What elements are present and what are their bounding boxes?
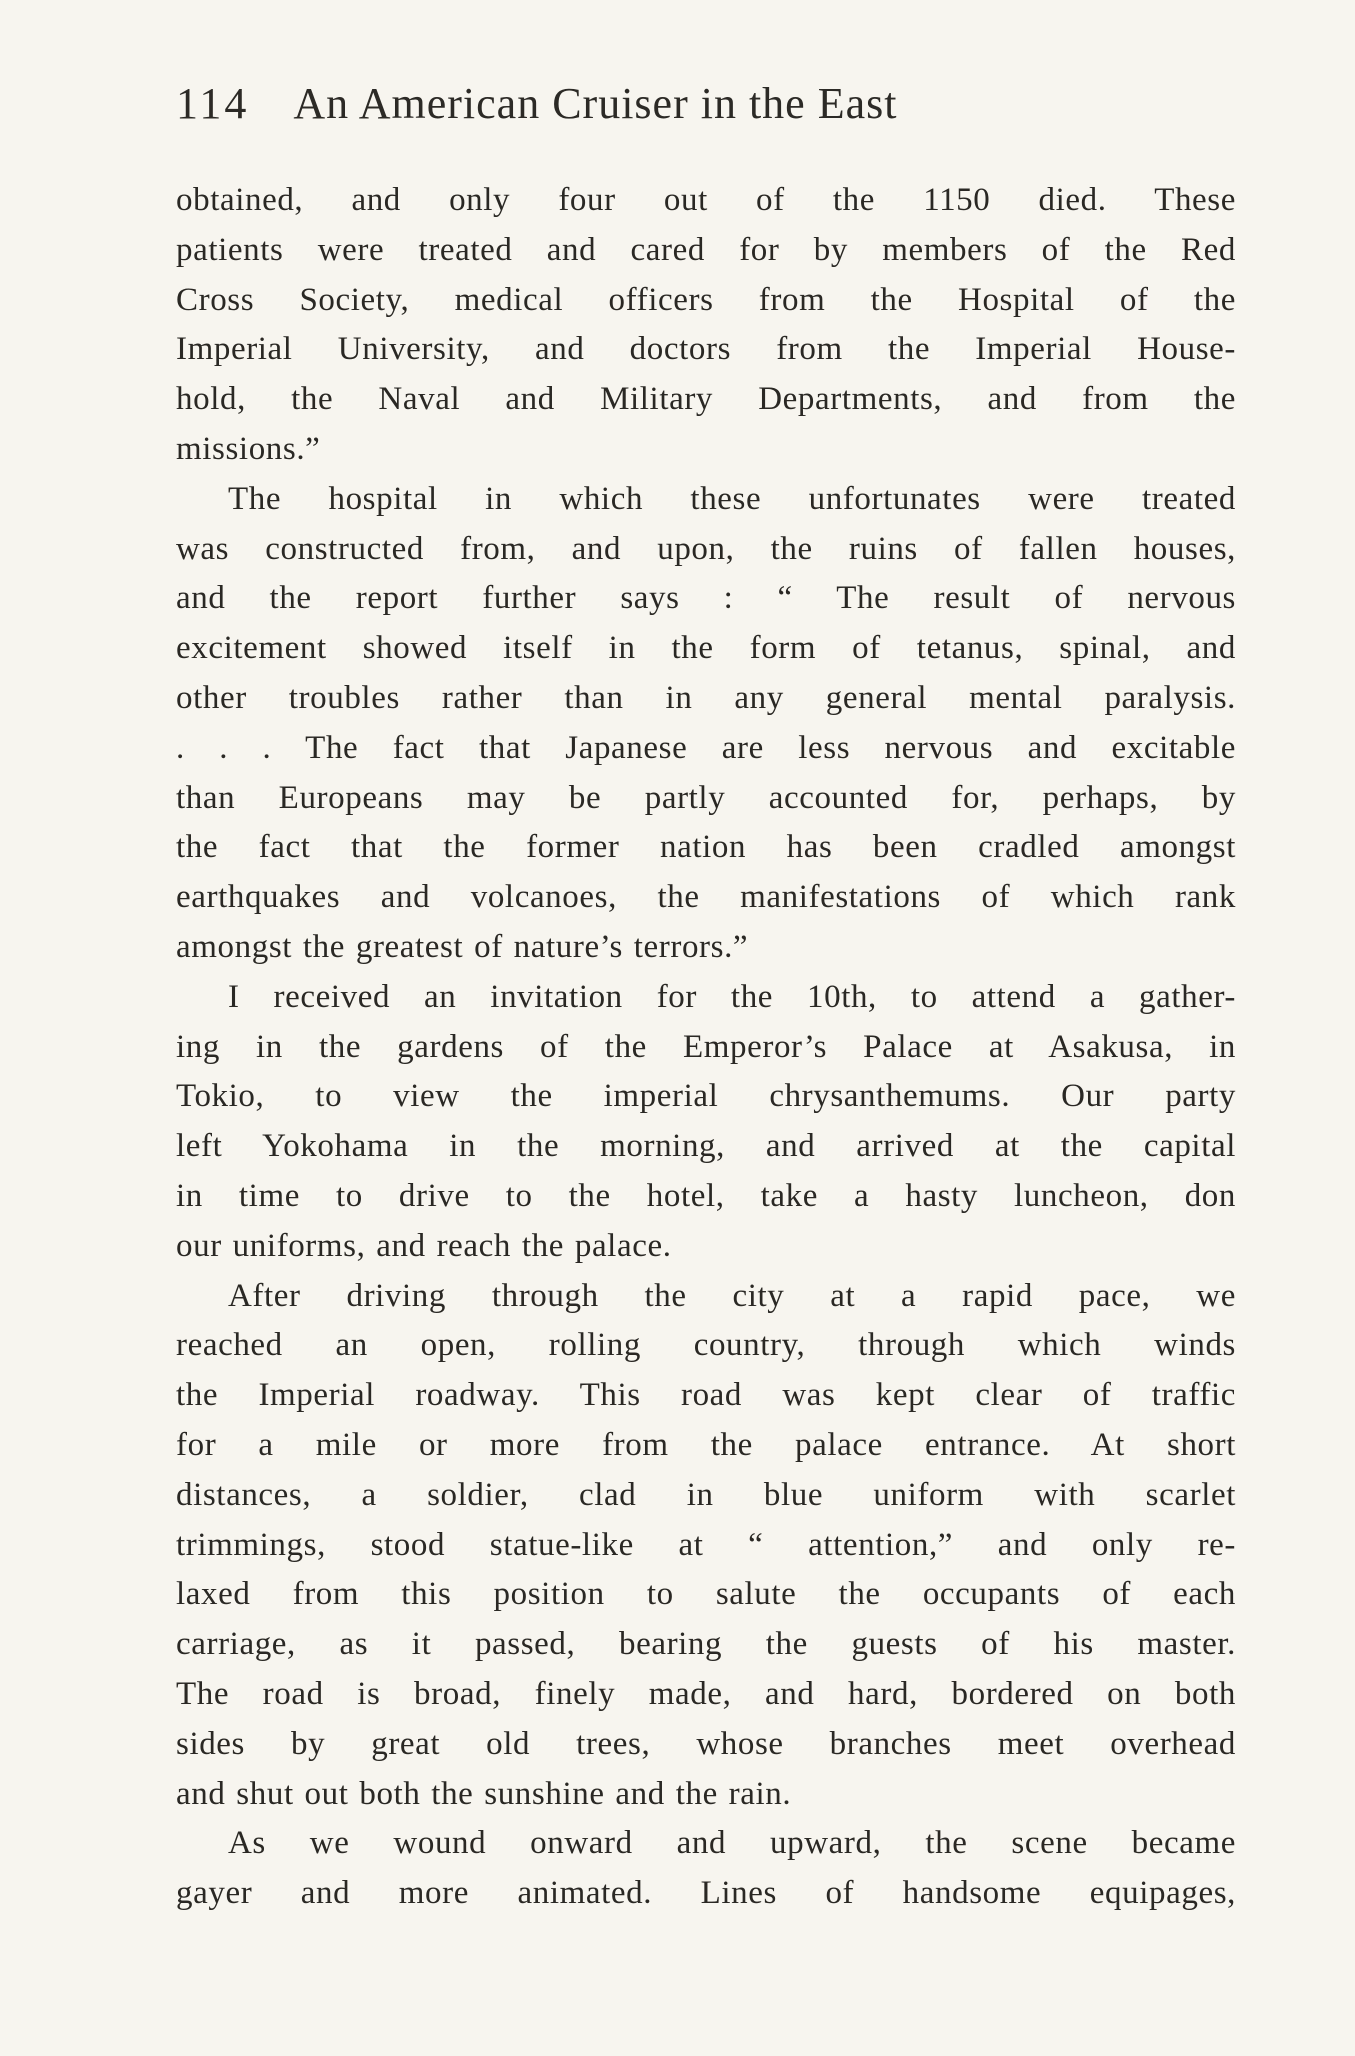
text-line: . . . The fact that Japanese are less nervous and excitable [176,729,1236,766]
text-line: other troubles rather than in any general mental paralysis. [176,679,1236,716]
text-line: carriage, as it passed, bearing the guests of his master. [176,1626,1236,1663]
text-line: distances, a soldier, clad in blue uniform with scarlet [176,1476,1236,1513]
text-line: in time to drive to the hotel, take a hasty luncheon, don [176,1177,1236,1214]
text-line: gayer and more animated. Lines of handsome equipages, [176,1875,1236,1912]
text-line: The road is broad, finely made, and hard, bordered on both [176,1675,1236,1712]
text-line: excitement showed itself in the form of tetanus, spinal, and [176,630,1236,667]
text-line: and the report further says : “ The result of nervous [176,580,1236,617]
text-line: reached an open, rolling country, through which winds [176,1327,1236,1364]
text-line: was constructed from, and upon, the ruins of fallen houses, [176,530,1236,567]
text-line: our uniforms, and reach the palace. [176,1227,672,1264]
text-line: After driving through the city at a rapid pace, we [228,1277,1236,1314]
text-line: As we wound onward and upward, the scene became [228,1825,1236,1862]
text-line: hold, the Naval and Military Departments, and from the [176,381,1236,418]
text-line: I received an invitation for the 10th, to attend a gather- [228,978,1236,1015]
page-number: 114 [176,79,250,128]
body-text [176,176,1236,1919]
text-line: the fact that the former nation has been cradled amongst [176,829,1236,866]
text-line: the Imperial roadway. This road was kept clear of traffic [176,1377,1236,1414]
running-head [176,78,1236,129]
text-line: sides by great old trees, whose branches meet overhead [176,1725,1236,1762]
text-line: Cross Society, medical officers from the Hospital of the [176,281,1236,318]
text-line: earthquakes and volcanoes, the manifestations of which rank [176,879,1236,916]
text-line: than Europeans may be partly accounted for, perhaps, by [176,779,1236,816]
text-line: left Yokohama in the morning, and arrived at the capital [176,1128,1236,1165]
running-title: An American Cruiser in the East [293,79,898,128]
text-line: obtained, and only four out of the 1150 died. These [176,182,1236,218]
text-line: for a mile or more from the palace entrance. At short [176,1426,1236,1463]
text-line: trimmings, stood statue-like at “ attention,” and only re- [176,1526,1236,1563]
text-line: missions.” [176,430,321,467]
text-line: amongst the greatest of nature’s terrors.” [176,928,749,965]
text-line: ing in the gardens of the Emperor’s Palace at Asakusa, in [176,1028,1236,1065]
text-line: and shut out both the sunshine and the rain. [176,1775,792,1812]
text-line: laxed from this position to salute the occupants of each [176,1576,1236,1613]
text-line: The hospital in which these unfortunates were treated [228,480,1236,517]
text-line: patients were treated and cared for by members of the Red [176,231,1236,268]
text-line: Imperial University, and doctors from the Imperial House- [176,331,1236,368]
text-line: Tokio, to view the imperial chrysanthemums. Our party [176,1078,1236,1115]
